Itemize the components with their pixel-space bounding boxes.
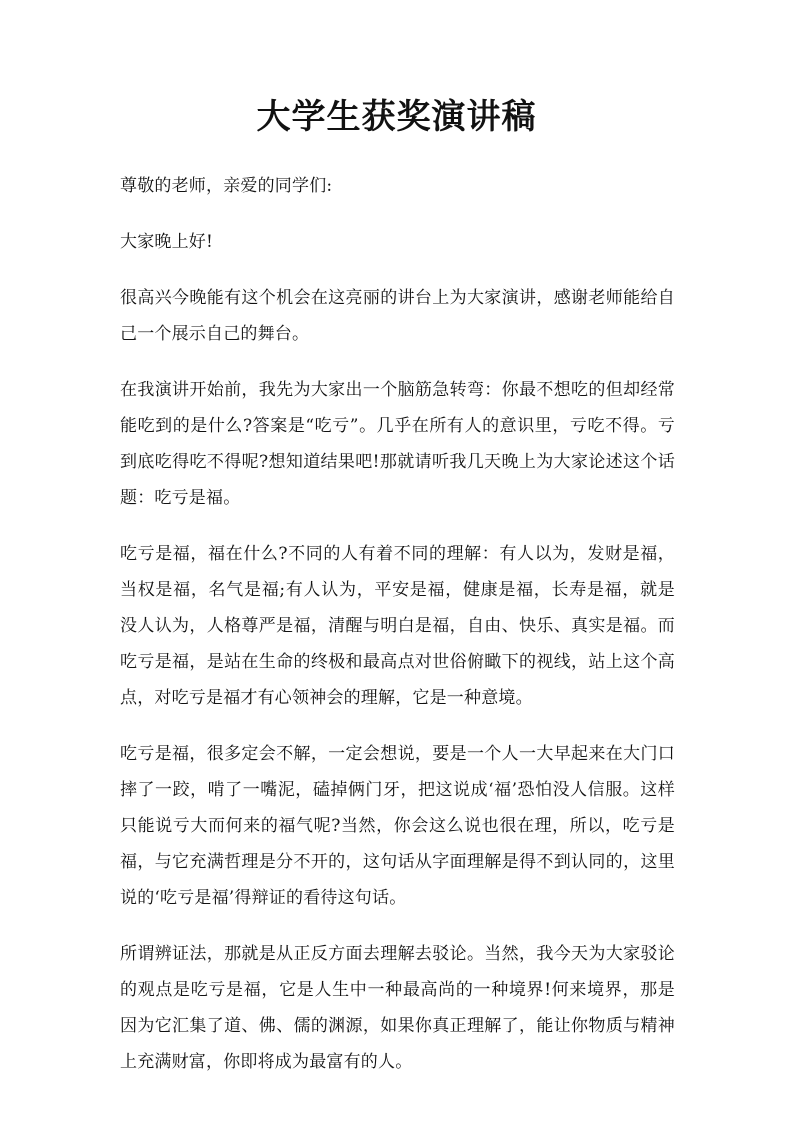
body-paragraph: 在我演讲开始前，我先为大家出一个脑筋急转弯：你最不想吃的但却经常能吃到的是什么?答案是“吃亏”。几乎在所有人的意识里，亏吃不得。亏到底吃得吃不得呢?想知道结果吧!那就请听我几天晚上为大家论述这个话题：吃亏是福。 bbox=[120, 380, 675, 508]
body-paragraph: 吃亏是福，很多定会不解，一定会想说，要是一个人一大早起来在大门口摔了一跤，啃了一嘴泥，磕掉俩门牙，把这说成‘福’恐怕没人信服。这样只能说亏大而何来的福气呢?当然，你会这么说也很在理，所以，吃亏是福，与它充满哲理是分不开的，这句话从字面理解是得不到认同的，这里说的‘吃亏是福’得辩证的看待这句话。 bbox=[120, 744, 675, 908]
document-title: 大学生获奖演讲稿 bbox=[256, 97, 537, 137]
body-paragraph: 所谓辨证法，那就是从正反方面去理解去驳论。当然，我今天为大家驳论的观点是吃亏是福，它是人生中一种最高尚的一种境界!何来境界，那是因为它汇集了道、佛、儒的渊源，如果你真正理解了，能让你物质与精神上充满财富，你即将成为最富有的人。 bbox=[120, 944, 675, 1072]
body-paragraph: 很高兴今晚能有这个机会在这亮丽的讲台上为大家演讲，感谢老师能给自己一个展示自己的舞台。 bbox=[120, 288, 675, 344]
salutation-paragraph: 尊敬的老师，亲爱的同学们: bbox=[120, 176, 333, 196]
greeting-paragraph: 大家晚上好! bbox=[120, 232, 214, 252]
document-body bbox=[120, 168, 675, 1100]
body-paragraph: 吃亏是福，福在什么?不同的人有着不同的理解：有人以为，发财是福，当权是福，名气是福;有人认为，平安是福，健康是福，长寿是福，就是没人认为，人格尊严是福，清醒与明白是福，自由、快乐、真实是福。而吃亏是福，是站在生命的终极和最高点对世俗俯瞰下的视线，站上这个高点，对吃亏是福才有心领神会的理解，它是一种意境。 bbox=[120, 544, 675, 708]
